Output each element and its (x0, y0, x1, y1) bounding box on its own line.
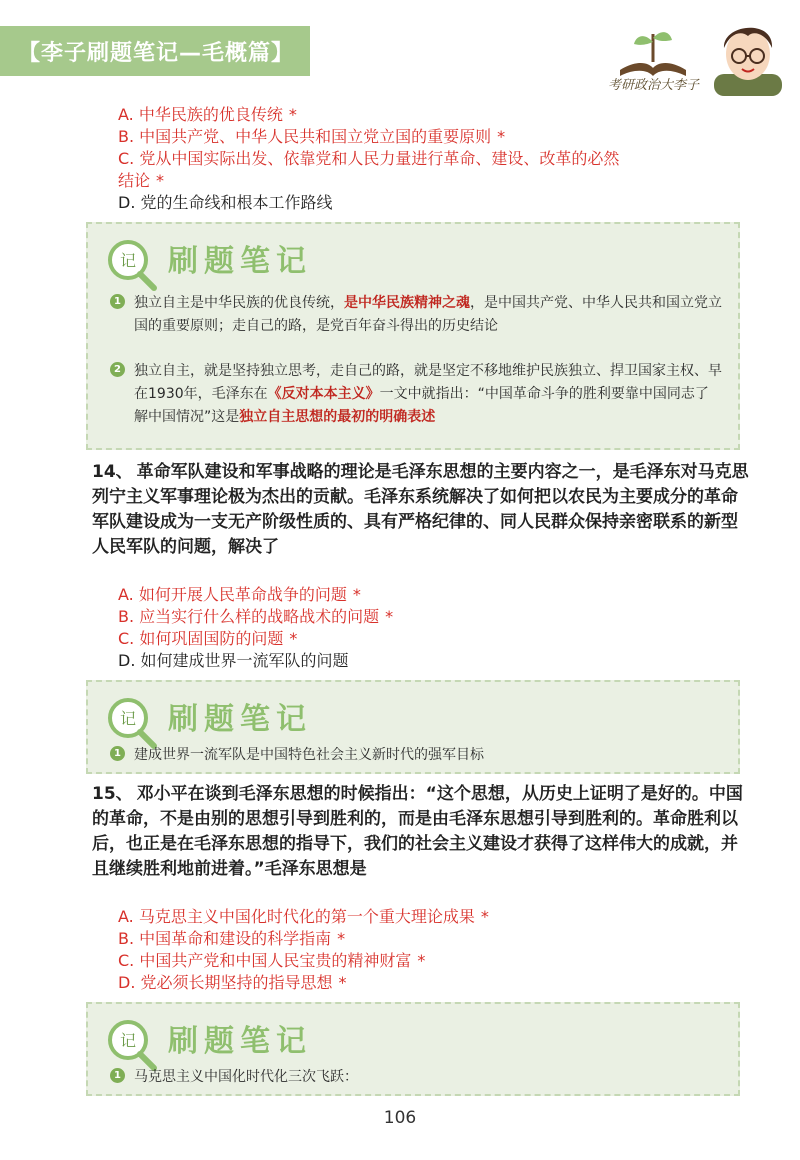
q14-option-d[interactable]: D. 如何建成世界一流军队的问题 (118, 651, 349, 670)
magnifier-note-icon (102, 234, 160, 292)
option-c[interactable]: C. 党从中国实际出发、依靠党和人民力量进行革命、建设、改革的必然 (118, 149, 620, 168)
svg-text:记: 记 (119, 709, 137, 728)
bullet-1: 1 (110, 294, 125, 309)
note1-item-1: 1 独立自主是中华民族的优良传统，是中华民族精神之魂，是中国共产党、中华人民共和国立党立国的重要原则；走自己的路，是党百年奋斗得出的历史结论 (110, 292, 722, 338)
q14-option-b[interactable]: B. 应当实行什么样的战略战术的问题 * (118, 607, 394, 626)
q13-options (118, 104, 619, 214)
q15-option-d[interactable]: D. 党必须长期坚持的指导思想 * (118, 973, 347, 992)
magnifier-note-icon (102, 1014, 160, 1072)
option-d[interactable]: D. 党的生命线和根本工作路线 (118, 193, 333, 212)
bullet-1: 1 (110, 1068, 125, 1083)
q15-options (118, 906, 489, 994)
bullet-2: 2 (110, 362, 125, 377)
note3-item-1: 1 马克思主义中国化时代化三次飞跃： (110, 1066, 722, 1089)
note2-item-1: 1 建成世界一流军队是中国特色社会主义新时代的强军目标 (110, 744, 722, 767)
note-title: 刷题笔记 (168, 244, 312, 279)
note-title: 刷题笔记 (168, 702, 312, 737)
question-14: 14、 革命军队建设和军事战略的理论是毛泽东思想的主要内容之一，是毛泽东对马克思列宁主义军事理论极为杰出的贡献。毛泽东系统解决了如何把以农民为主要成分的革命军队建设成为一支无产阶级性质的、具有严格纪律的、同人民群众保持亲密联系的新型人民军队的问题，解决了 (92, 462, 749, 557)
option-c-continued: 结论 * (118, 171, 165, 190)
note1-item-2: 2 独立自主，就是坚持独立思考，走自己的路，就是坚定不移地维护民族独立、捍卫国家主权、早在1930年，毛泽东在《反对本本主义》一文中就指出：“中国革命斗争的胜利要靠中国同志了解中国情况”这是独立自主思想的最初的明确表述 (110, 360, 722, 429)
q14-option-c[interactable]: C. 如何巩固国防的问题 * (118, 629, 298, 648)
page-number: 106 (383, 1108, 417, 1128)
option-b[interactable]: B. 中国共产党、中华人民共和国立党立国的重要原则 * (118, 127, 506, 146)
q14-option-a[interactable]: A. 如何开展人民革命战争的问题 * (118, 585, 361, 604)
svg-text:记: 记 (119, 1031, 137, 1050)
note-box-2 (86, 680, 740, 774)
header-title: 【李子刷题笔记—毛概篇】 (18, 41, 295, 66)
note-box-1 (86, 222, 740, 450)
option-a[interactable]: A. 中华民族的优良传统 * (118, 105, 297, 124)
question-15: 15、 邓小平在谈到毛泽东思想的时候指出：“这个思想，从历史上证明了是好的。中国的革命，不是由别的思想引导到胜利的，而是由毛泽东思想引导到胜利的。革命胜利以后，也正是在毛泽东思想的指导下，我们的社会主义建设才获得了这样伟大的成就，并且继续胜利地前进着。”毛泽东思想是 (92, 784, 743, 879)
note-title: 刷题笔记 (168, 1024, 312, 1059)
svg-text:记: 记 (119, 251, 137, 270)
magnifier-note-icon (102, 692, 160, 750)
logo-text: 考研政治大李子 (608, 78, 700, 93)
q14-options (118, 584, 393, 672)
q15-option-a[interactable]: A. 马克思主义中国化时代化的第一个重大理论成果 * (118, 907, 489, 926)
bullet-1: 1 (110, 746, 125, 761)
cartoon-avatar-icon (708, 14, 788, 96)
note-box-3 (86, 1002, 740, 1096)
q15-option-c[interactable]: C. 中国共产党和中国人民宝贵的精神财富 * (118, 951, 426, 970)
q15-option-b[interactable]: B. 中国革命和建设的科学指南 * (118, 929, 346, 948)
